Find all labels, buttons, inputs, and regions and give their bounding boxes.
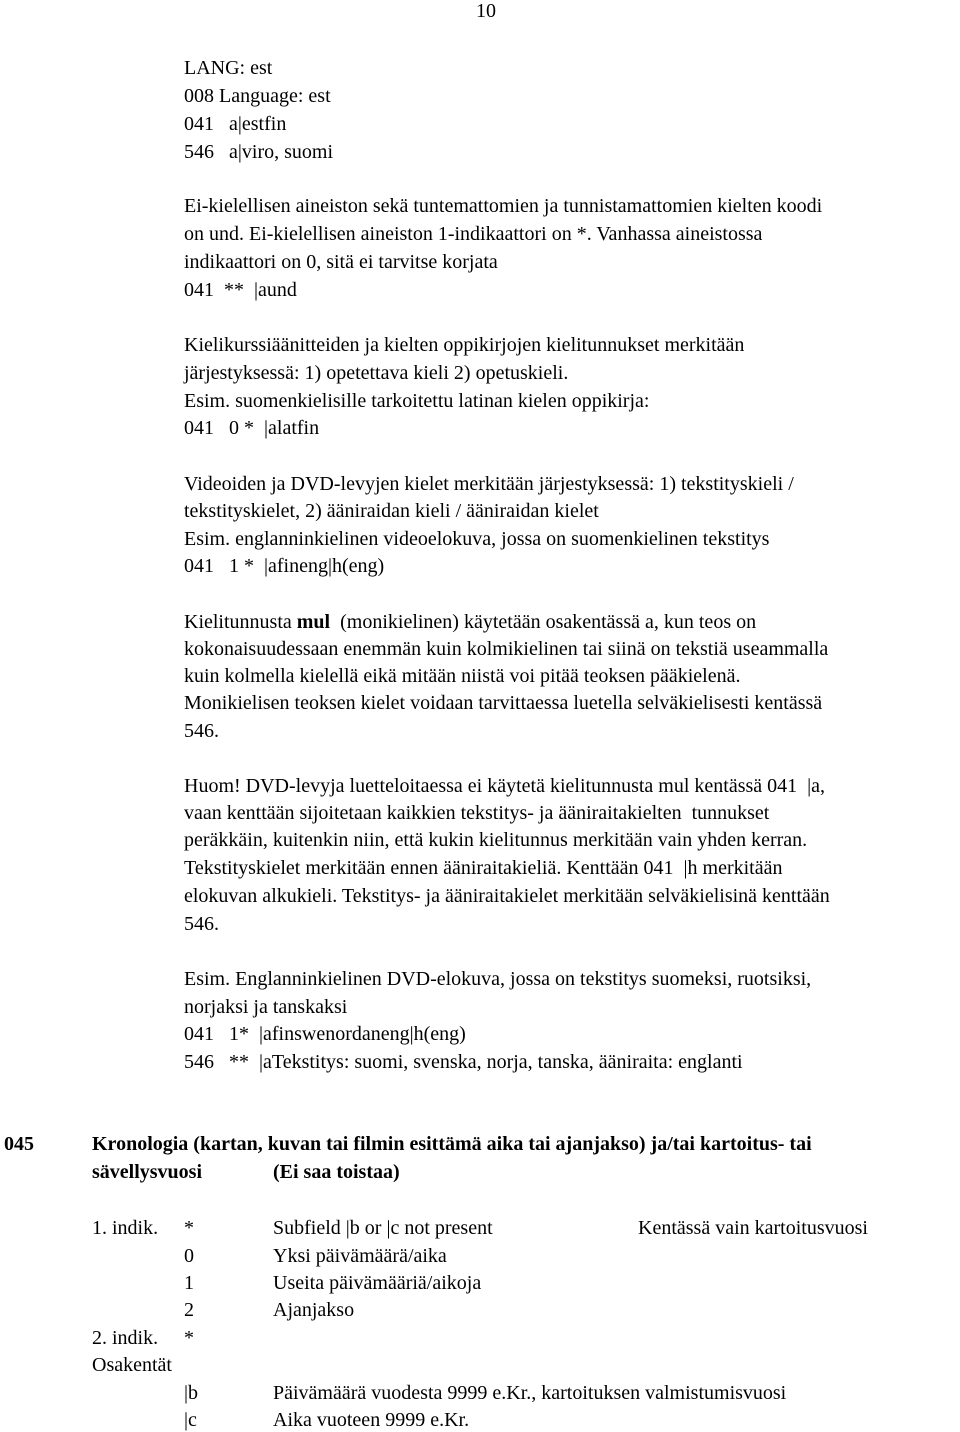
text-line	[184, 610, 756, 634]
text-line: Tekstityskielet merkitään ennen ääniraitakieliä. Kenttään 041 |h merkitään	[184, 857, 783, 879]
field-041-line: 041 a|estfin	[184, 113, 287, 135]
indicator-description-en: Subfield |b or |c not present	[273, 1217, 493, 1239]
code-line: 041 1* |afinswenordaneng|h(eng)	[184, 1023, 466, 1045]
field-008-line: 008 Language: est	[184, 85, 331, 107]
text-line: vaan kenttään sijoitetaan kaikkien tekstitys- ja ääniraitakielten tunnukset	[184, 802, 770, 824]
indicator-description-fi: Kentässä vain kartoitusvuosi	[638, 1217, 868, 1239]
text-line: Kielikurssiäänitteiden ja kielten oppikirjojen kielitunnukset merkitään	[184, 334, 745, 356]
subfield-code: |c	[184, 1409, 197, 1431]
subfield-description: Päivämäärä vuodesta 9999 e.Kr., kartoituksen valmistumisvuosi	[273, 1382, 787, 1404]
text-line: Huom! DVD-levyja luetteloitaessa ei käytetä kielitunnusta mul kentässä 041 |a,	[184, 775, 826, 797]
indicator-label: 1. indik.	[92, 1217, 159, 1239]
text-line: peräkkäin, kuitenkin niin, että kukin kielitunnus merkitään vain yhden kerran.	[184, 829, 808, 851]
lang-line: LANG: est	[184, 57, 273, 79]
repeatability-note: (Ei saa toistaa)	[273, 1161, 400, 1183]
indicator-value: *	[184, 1217, 194, 1239]
subfield-description: Aika vuoteen 9999 e.Kr.	[273, 1409, 470, 1431]
mul-code: mul	[296, 611, 331, 633]
code-line: 041 0 * |alatfin	[184, 417, 320, 439]
code-line: 041 1 * |afineng|h(eng)	[184, 555, 385, 577]
indicator-description: Ajanjakso	[273, 1299, 355, 1321]
indicator-label: 2. indik.	[92, 1327, 159, 1349]
indicator-description: Yksi päivämäärä/aika	[273, 1245, 447, 1267]
text-line: indikaattori on 0, sitä ei tarvitse korjata	[184, 251, 498, 273]
text-run: (monikielinen) käytetään osakentässä a, kun teos on	[330, 611, 757, 633]
text-line: Ei-kielellisen aineiston sekä tuntemattomien ja tunnistamattomien kielten koodi	[184, 195, 823, 217]
text-line: kokonaisuudessaan enemmän kuin kolmikielinen tai siinä on tekstiä useammalla	[184, 638, 829, 660]
page-number: 10	[476, 0, 496, 22]
field-title-continued: sävellysvuosi	[92, 1161, 203, 1183]
text-line: elokuvan alkukieli. Tekstitys- ja ääniraitakielet merkitään selväkielisinä kenttään	[184, 885, 830, 907]
text-line: 546.	[184, 913, 219, 935]
text-line: tekstityskielet, 2) ääniraidan kieli / ääniraidan kielet	[184, 500, 599, 522]
text-line: Videoiden ja DVD-levyjen kielet merkitään järjestyksessä: 1) tekstityskieli /	[184, 473, 794, 495]
example-line: Esim. Englanninkielinen DVD-elokuva, jossa on tekstitys suomeksi, ruotsiksi,	[184, 968, 812, 990]
field-546-line: 546 a|viro, suomi	[184, 141, 333, 163]
code-line: 546 ** |aTekstitys: suomi, svenska, norja, tanska, ääniraita: englanti	[184, 1051, 743, 1073]
field-tag: 045	[4, 1133, 34, 1155]
text-line: Monikielisen teoksen kielet voidaan tarvittaessa luetella selväkielisesti kentässä	[184, 692, 823, 714]
example-line: Esim. suomenkielisille tarkoitettu latinan kielen oppikirja:	[184, 390, 650, 412]
indicator-value: 1	[184, 1272, 194, 1294]
code-line: 041 ** |aund	[184, 279, 297, 301]
text-line: 546.	[184, 720, 219, 742]
example-line: Esim. englanninkielinen videoelokuva, jossa on suomenkielinen tekstitys	[184, 528, 770, 550]
indicator-value: 0	[184, 1245, 194, 1267]
indicator-value: 2	[184, 1299, 194, 1321]
subfields-label: Osakentät	[92, 1354, 172, 1376]
text-line: kuin kolmella kielellä eikä mitään niistä voi pitää teoksen pääkielenä.	[184, 665, 741, 687]
text-line: on und. Ei-kielellisen aineiston 1-indikaattori on *. Vanhassa aineistossa	[184, 223, 763, 245]
text-line: järjestyksessä: 1) opetettava kieli 2) opetuskieli.	[184, 362, 569, 384]
text-line: norjaksi ja tanskaksi	[184, 996, 348, 1018]
field-title: Kronologia (kartan, kuvan tai filmin esittämä aika tai ajanjakso) ja/tai kartoitus- tai	[92, 1133, 812, 1155]
subfield-code: |b	[184, 1382, 199, 1404]
text-run: Kielitunnusta	[184, 611, 297, 633]
indicator-description: Useita päivämääriä/aikoja	[273, 1272, 482, 1294]
indicator-value: *	[184, 1327, 194, 1349]
